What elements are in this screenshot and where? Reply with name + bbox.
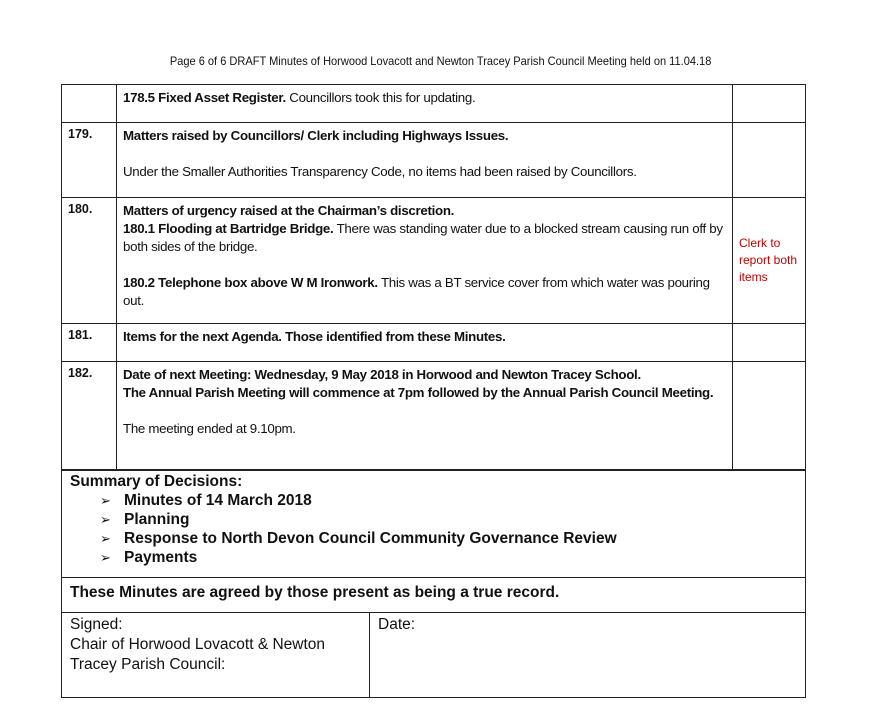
chair-label: Chair of Horwood Lovacott & Newton Tracey Parish Council:: [70, 636, 326, 673]
action-cell: [733, 362, 806, 470]
sub-item-text: There was standing water due to a blocked stream causing run off by both sides of the bridge.: [123, 221, 723, 254]
action-cell: [733, 85, 806, 123]
sub-item: [123, 220, 726, 256]
item-heading: Matters raised by Councillors/ Clerk including Highways Issues.: [123, 128, 509, 143]
list-item: ➢ Response to North Devon Council Community Governance Review: [100, 530, 617, 547]
table-row: [62, 362, 806, 470]
sub-item: [123, 274, 726, 310]
signed-cell: [62, 613, 370, 698]
item-heading: The Annual Parish Meeting will commence at 7pm followed by the Annual Parish Council Meeting.: [123, 385, 714, 400]
item-number: 181.: [62, 324, 117, 362]
arrow-bullet-icon: ➢: [100, 512, 111, 527]
action-note: [733, 198, 806, 324]
page-header: Page 6 of 6 DRAFT Minutes of Horwood Lovacott and Newton Tracey Parish Council Meeting held on 11.04.18: [169, 54, 712, 68]
minutes-table: [61, 84, 806, 470]
item-content-cell: [117, 85, 733, 123]
list-item: ➢ Payments: [100, 549, 198, 566]
sub-item-title: 180.1 Flooding at Bartridge Bridge.: [123, 221, 334, 236]
decisions-list: [70, 491, 797, 567]
signed-label: Signed:: [70, 616, 123, 633]
item-text: Councillors took this for updating.: [285, 90, 476, 105]
agreed-row: [62, 578, 806, 613]
action-text: Clerk to report both items: [739, 236, 798, 284]
item-number: 182.: [62, 362, 117, 470]
arrow-bullet-icon: ➢: [100, 531, 111, 546]
item-number: 180.: [62, 198, 117, 324]
signature-row: [62, 613, 806, 698]
summary-title: Summary of Decisions:: [70, 473, 243, 490]
item-text: Items for the next Agenda. Those identified from these Minutes.: [123, 329, 506, 344]
item-content-cell: [117, 324, 733, 362]
item-text: The meeting ended at 9.10pm.: [123, 421, 296, 436]
action-cell: [733, 324, 806, 362]
item-number: 179.: [62, 123, 117, 198]
table-row: [62, 198, 806, 324]
summary-table: [61, 470, 806, 698]
summary-row: [62, 471, 806, 578]
item-heading: Matters of urgency raised at the Chairman’s discretion.: [123, 203, 455, 218]
table-row: [62, 324, 806, 362]
list-item: ➢ Planning: [100, 511, 190, 528]
item-content-cell: [117, 123, 733, 198]
item-text: Under the Smaller Authorities Transparency Code, no items had been raised by Councillors.: [123, 164, 637, 179]
action-cell: [733, 123, 806, 198]
arrow-bullet-icon: ➢: [100, 493, 111, 508]
date-label: Date:: [378, 616, 416, 633]
table-row: [62, 123, 806, 198]
item-content-cell: [117, 198, 733, 324]
sub-item-title: 180.2 Telephone box above W M Ironwork.: [123, 275, 378, 290]
sub-item-text: This was a BT service cover from which water was pouring out.: [123, 275, 710, 308]
summary-cell: [62, 471, 806, 578]
item-number-cell: [62, 85, 117, 123]
date-cell: [370, 613, 806, 698]
arrow-bullet-icon: ➢: [100, 550, 111, 565]
item-content-cell: [117, 362, 733, 470]
item-title: 178.5 Fixed Asset Register.: [123, 90, 286, 105]
table-row: [62, 85, 806, 123]
list-item: ➢ Minutes of 14 March 2018: [100, 492, 312, 509]
item-heading: Date of next Meeting: Wednesday, 9 May 2018 in Horwood and Newton Tracey School.: [123, 367, 641, 382]
agreed-statement: These Minutes are agreed by those present as being a true record.: [62, 578, 806, 613]
